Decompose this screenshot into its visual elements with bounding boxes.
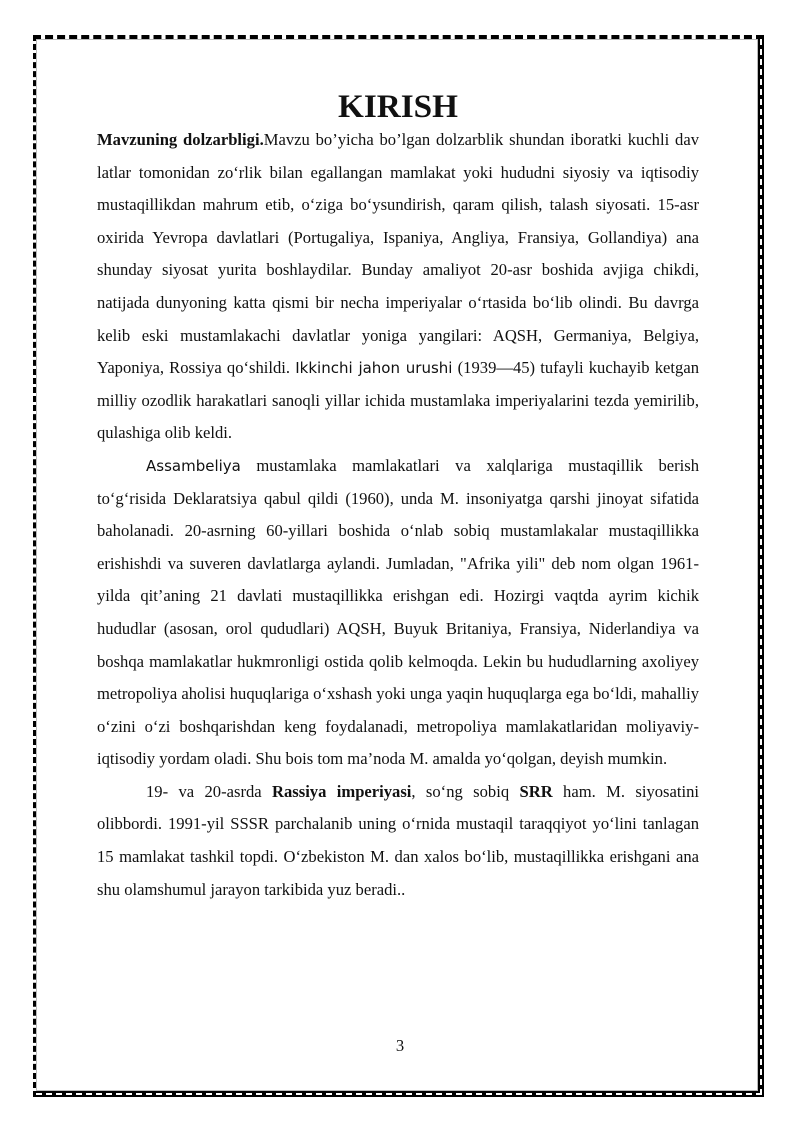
page-number: 3 <box>395 1036 405 1055</box>
term-srr: SRR <box>519 781 553 801</box>
document-body <box>97 90 699 906</box>
term-rassiya-imperiyasi: Rassiya imperiyasi <box>272 781 412 801</box>
term-assambeliya: Assambeliya <box>146 456 241 475</box>
section-heading: Mavzuning dolzarbligi. <box>97 130 264 149</box>
page-title: KIRISH <box>338 88 458 125</box>
paragraph-1: Mavzuning dolzarbligi.Mavzu bo’yicha bo’lgan dolzarblik shundan iboratki kuchli dav latlar tomonidan zo‘rlik bilan egallangan mamlakat yoki hududni siyosiy va iqtisodiy mustaqillikdan mahrum etib, o‘ziga bo‘ysundirish, qaram qilish, talash siyosati. 15-asr oxirida Yevropa davlatlari (Portugaliya, Ispaniya, Angliya, Fransiya, Gollandiya) ana shunday siyosat yurita boshlaydilar. Bunday amaliyot 20-asr boshida avjiga chikdi, natijada dunyoning katta qismi bir necha imperiyalar o‘rtasida bo‘lib olindi. Bu davrga kelib eski mustamlakachi davlatlar yoniga yangilari: AQSH, Germaniya, Belgiya, Yaponiya, Rossiya qo‘shildi. Ikkinchi jahon urushi (1939—45) tufayli kuchayib ketgan milliy ozodlik harakatlari sanoqli yillar ichida mustamlaka imperiyalarini tezda yemirilib, qulashiga olib keldi. <box>97 130 699 443</box>
term-ikkinchi-jahon-urushi: Ikkinchi jahon urushi <box>295 359 453 378</box>
paragraph-2: Assambeliya mustamlaka mamlakatlari va xalqlariga mustaqillik berish to‘g‘risida Deklaratsiya qabul qildi (1960), unda M. insoniyatga qarshi jinoyat sifatida baholanadi. 20-asrning 60-yillari boshida o‘nlab sobiq mustamlakalar mustaqillikka erishishdi va suveren davlatlarga aylandi. Jumladan, "Afrika yili" deb nom olgan 1961-yilda qit’aning 21 davlati mustaqillikka erishgan edi. Hozirgi vaqtda ayrim kichik hududlar (asosan, orol qududlari) AQSH, Buyuk Britaniya, Fransiya, Niderlandiya va boshqa mamlakatlar hukmronligi ostida qolib kelmoqda. Lekin bu hududlarning axoliyey metropoliya aholisi huquqlariga o‘xshash yoki unga yaqin huquqlarga ega bo‘ldi, mahalliy o‘zini o‘zi boshqarishdan keng foydalanadi, metropoliya mamlakatlaridan moliyaviy-iqtisodiy yordam oladi. Shu bois tom ma’noda M. amalda yo‘qolgan, deyish mumkin. <box>97 455 700 769</box>
paragraph-3: 19- va 20-asrda Rassiya imperiyasi, so‘ng sobiq SRR ham. M. siyosatini olibbordi. 1991-yil SSSR parchalanib uning o‘rnida mustaqil taraqqiyot yo‘lini tanlagan 15 mamlakat tashkil topdi. O‘zbekiston M. dan xalos bo‘lib, mustaqillikka erishgani ana shu olamshumul jarayon tarkibida yuz beradi.. <box>97 781 699 899</box>
